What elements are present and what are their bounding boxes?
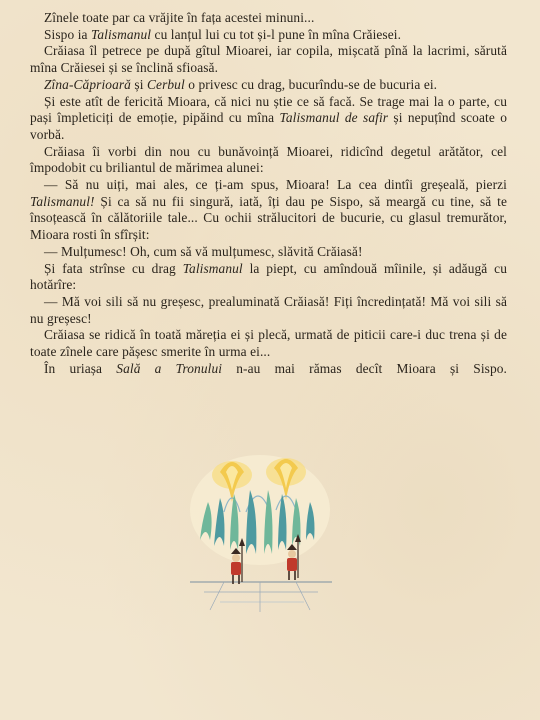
paragraph (30, 94, 507, 144)
italic-text-run: Zîna-Căprioară (44, 76, 131, 92)
text-run: Și fata strînse cu drag (44, 260, 183, 276)
text-run: Crăiasa îl petrece pe după gîtul Mioarei, iar copila, mișcată pînă la lacrimi, sărută mîna Crăiesei și se înclină sfioasă. (30, 43, 507, 76)
paragraph (30, 294, 507, 327)
text-run: Sispo ia (44, 26, 92, 42)
paragraph (30, 27, 507, 44)
story-text (30, 10, 507, 377)
paragraph (30, 177, 507, 244)
text-run: și (130, 76, 147, 92)
paragraph (30, 327, 507, 360)
text-run: Și este atît de fericită Mioara, că nici nu știe ce să facă. Se trage mai la o parte, cu pași împleticiți de emoție, pipăind cu mîna (30, 93, 507, 126)
text-run: și nepuțînd scoate o vorbă. (30, 110, 507, 142)
text-run: cu lanțul lui cu tot și-l pune în mîna Crăiesei. (151, 26, 402, 42)
text-run: — Să nu uiți, mai ales, ce ți-am spus, Mioara! La cea dintîi greșeală, pierzi (44, 177, 507, 193)
throne-hall-illustration (180, 450, 340, 620)
italic-text-run: Cerbul (147, 76, 185, 92)
paragraph (30, 43, 507, 76)
italic-text-run: Talismanul! (30, 193, 95, 209)
text-run: Crăiasa se ridică în toată măreția ei și plecă, urmată de piticii care-i duc trena și de toate zînele care pășesc smerite în urma ei... (30, 327, 507, 360)
paragraph (30, 144, 507, 177)
italic-text-run: Talismanul (182, 260, 243, 276)
illustration-drawing (180, 450, 340, 620)
paragraph (30, 10, 507, 27)
text-run: În uriașa (44, 360, 117, 376)
text-run: Zînele toate par ca vrăjite în fața acestei minuni... (44, 10, 315, 25)
text-run: n-au mai rămas decît Mioara și Sispo. (222, 360, 507, 376)
text-run: — Mă voi sili să nu greșesc, prealuminată Crăiasă! Fiți încredințată! Mă voi sili să nu greșesc! (30, 293, 507, 326)
text-run: Și ca să nu fii singură, iată, îți dau pe Sispo, să meargă cu tine, să te însoțească în călătoriile tale... Cu ochii strălucitori de bucurie, cu glasul tremurător, Mioara rosti în sfîrșit: (30, 193, 507, 243)
paragraph (30, 77, 507, 94)
paragraph (30, 261, 507, 294)
italic-text-run: Talismanul de safir (279, 110, 389, 126)
italic-text-run: Sală a Tronului (116, 360, 223, 376)
text-run: — Mulțumesc! Oh, cum să vă mulțumesc, slăvită Crăiasă! (44, 243, 363, 259)
text-run: la piept, cu amîndouă mîinile, și adăugă cu hotărîre: (30, 260, 508, 293)
text-run: o privesc cu drag, bucurîndu-se de bucuria ei. (184, 76, 438, 92)
italic-text-run: Talismanul (91, 26, 152, 42)
paragraph (30, 361, 507, 378)
text-run: Crăiasa îi vorbi din nou cu bunăvoință Mioarei, ridicînd degetul arătător, cel împodobit cu briliantul de mărimea alunei: (30, 143, 507, 176)
paragraph (30, 244, 507, 261)
